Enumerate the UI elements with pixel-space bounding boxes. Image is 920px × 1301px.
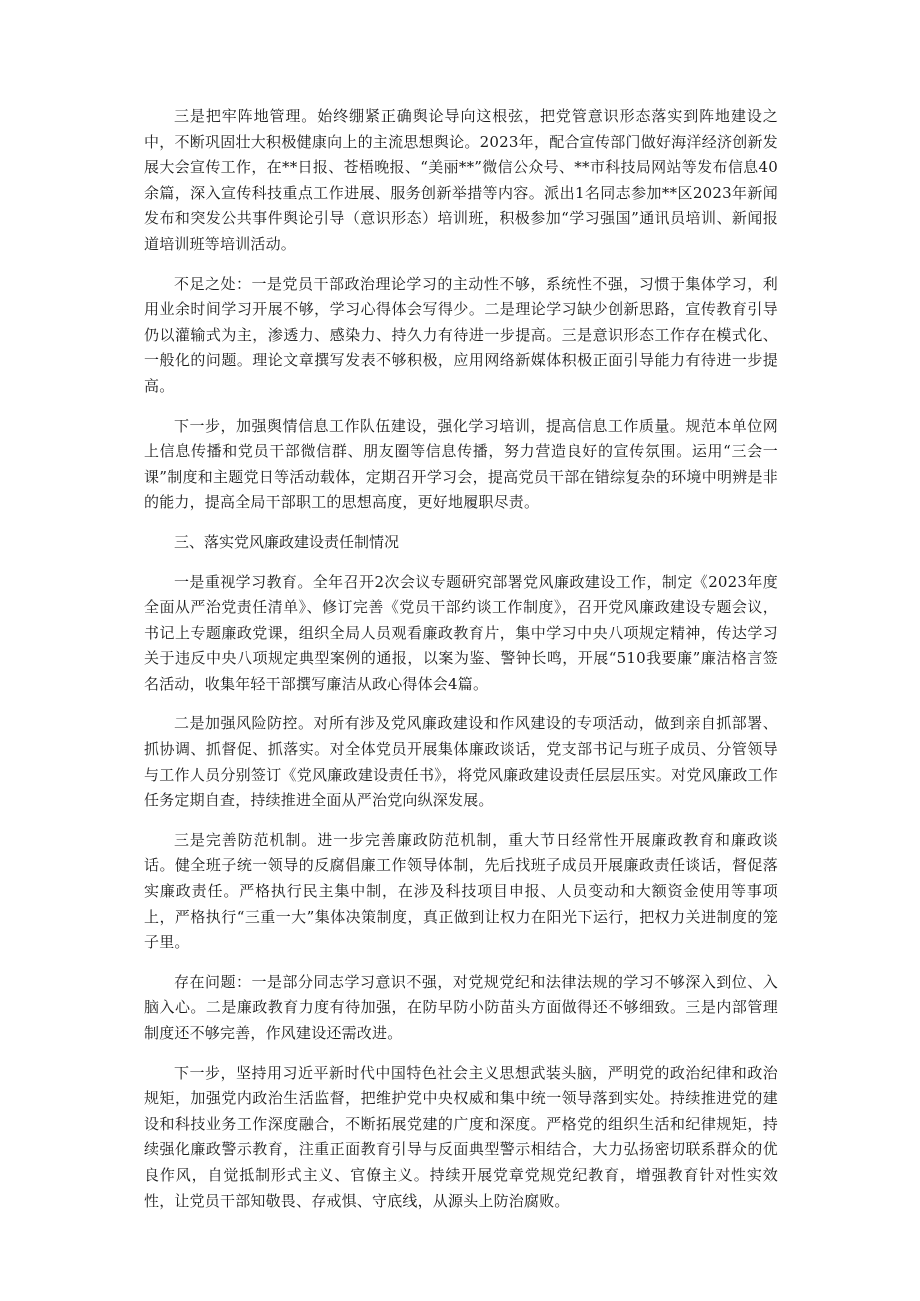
paragraph-next-steps-integrity: 下一步，坚持用习近平新时代中国特色社会主义思想武装头脑，严明党的政治纪律和政治规矩，加强党内政治生活监督，把维护党中央权威和集中统一领导落到实处。持续推进党的建设和科技业务工作深度融合，不断拓展党建的广度和深度。严格党的组织生活和纪律规矩，持续强化廉政警示教育，注重正面教育引导与反面典型警示相结合，大力弘扬密切联系群众的优良作风，自觉抵制形式主义、官僚主义。持续开展党章党规党纪教育，增强教育针对性实效性，让党员干部知敬畏、存戒惧、守底线，从源头上防治腐败。 (144, 1063, 778, 1210)
paragraph-risk-control: 二是加强风险防控。对所有涉及党风廉政建设和作风建设的专项活动，做到亲自抓部署、抓协调、抓督促、抓落实。对全体党员开展集体廉政谈话，党支部书记与班子成员、分管领导与工作人员分别签订《党风廉政建设责任书》，将党风廉政建设责任层层压实。对党风廉政工作任务定期自查，持续推进全面从严治党向纵深发展。 (144, 714, 778, 810)
paragraph-position-management: 三是把牢阵地管理。始终绷紧正确舆论导向这根弦，把党管意识形态落实到阵地建设之中，不断巩固壮大积极健康向上的主流思想舆论。2023年，配合宣传部门做好海洋经济创新发展大会宣传工作，在**日报、苍梧晚报、“美丽**”微信公众号、**市科技局网站等发布信息40余篇，深入宣传科技重点工作进展、服务创新举措等内容。派出1名同志参加**区2023年新闻发布和突发公共事件舆论引导（意识形态）培训班，积极参加“学习强国”通讯员培训、新闻报道培训班等培训活动。 (144, 107, 778, 253)
paragraph-prevention-mechanism: 三是完善防范机制。进一步完善廉政防范机制，重大节日经常性开展廉政教育和廉政谈话。健全班子统一领导的反腐倡廉工作领导体制，先后找班子成员开展廉政责任谈话，督促落实廉政责任。严格执行民主集中制，在涉及科技项目申报、人员变动和大额资金使用等事项上，严格执行“三重一大”集体决策制度，真正做到让权力在阳光下运行，把权力关进制度的笼子里。 (144, 830, 778, 952)
paragraph-study-education: 一是重视学习教育。全年召开2次会议专题研究部署党风廉政建设工作，制定《2023年度全面从严治党责任清单》、修订完善《党员干部约谈工作制度》，召开党风廉政建设专题会议，书记上专题廉政党课，组织全局人员观看廉政教育片，集中学习中央八项规定精神，传达学习关于违反中央八项规定典型案例的通报，以案为鉴、警钟长鸣，开展“510我要廉”廉洁格言签名活动，收集年轻干部撰写廉洁从政心得体会4篇。 (144, 572, 778, 693)
paragraph-existing-problems: 存在问题：一是部分同志学习意识不强，对党规党纪和法律法规的学习不够深入到位、入脑入心。二是廉政教育力度有待加强，在防早防小防苗头方面做得还不够细致。三是内部管理制度还不够完善，作风建设还需改进。 (144, 972, 778, 1042)
paragraph-next-steps-publicity: 下一步，加强舆情信息工作队伍建设，强化学习培训，提高信息工作质量。规范本单位网上信息传播和党员干部微信群、朋友圈等信息传播，努力营造良好的宣传氛围。运用“三会一课”制度和主题党日等活动载体，定期召开学习会，提高党员干部在错综复杂的环境中明辨是非的能力，提高全局干部职工的思想高度，更好地履职尽责。 (144, 416, 778, 512)
document-body (144, 104, 778, 1228)
paragraph-shortcomings: 不足之处：一是党员干部政治理论学习的主动性不够，系统性不强，习惯于集体学习，利用业余时间学习开展不够，学习心得体会写得少。二是理论学习缺少创新思路，宣传教育引导仍以灌输式为主，渗透力、感染力、持久力有待进一步提高。三是意识形态工作存在模式化、一般化的问题。理论文章撰写发表不够积极，应用网络新媒体积极正面引导能力有待进一步提高。 (144, 274, 778, 395)
section-heading-integrity: 三、落实党风廉政建设责任制情况 (174, 532, 400, 551)
